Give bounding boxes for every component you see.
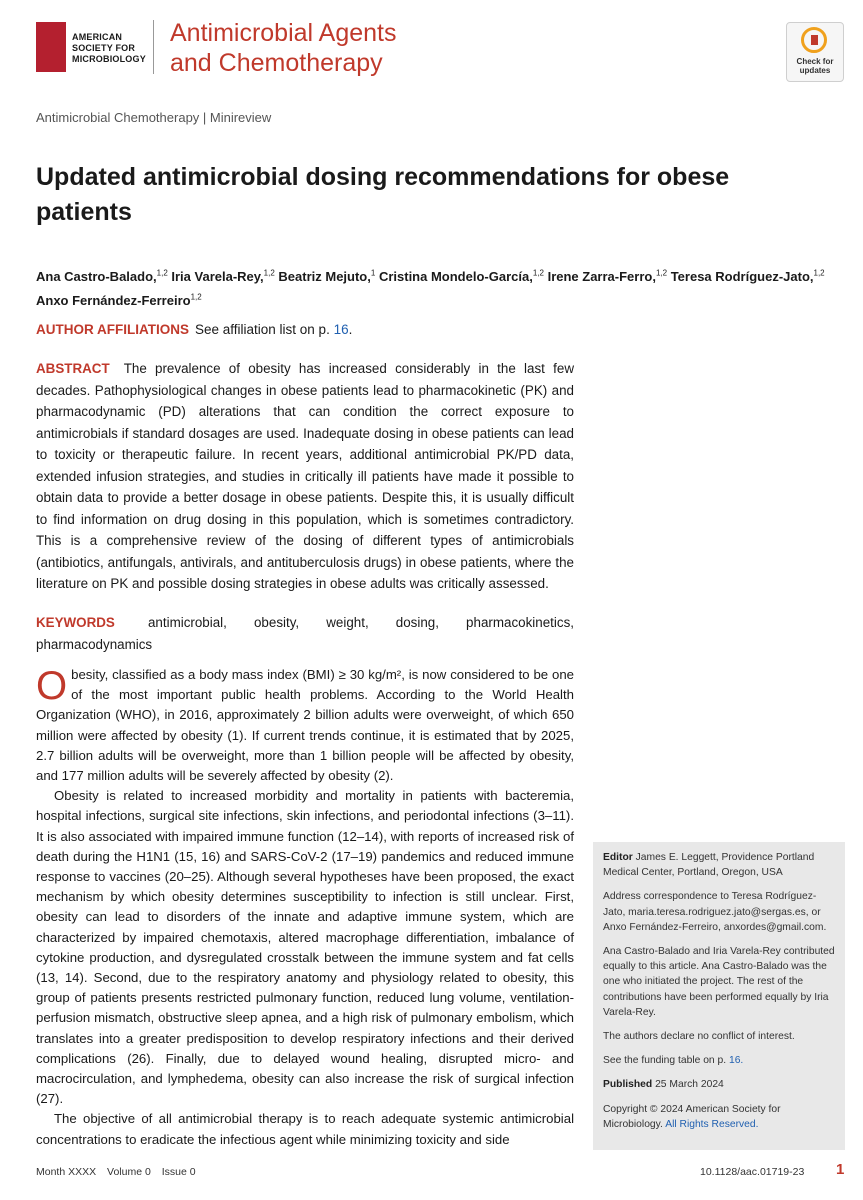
author[interactable]: Iria Varela-Rey,$^{1,2}$: [171, 269, 275, 285]
check-for-updates-button[interactable]: Check for updates: [786, 22, 844, 82]
author-list: [36, 264, 836, 311]
article-body: [36, 665, 574, 1150]
header-divider: [153, 20, 154, 74]
paragraph: The objective of all antimicrobial therapy is to reach adequate systemic antimicrobial concentrations to eradicate the infectious agent while minimizing toxicity and side: [36, 1111, 574, 1147]
publisher-name: AMERICAN SOCIETY FOR MICROBIOLOGY: [72, 32, 146, 64]
asm-logo-mark: [36, 22, 66, 72]
keywords-label: KEYWORDS: [36, 615, 115, 630]
contribution-note: Ana Castro-Balado and Iria Varela-Rey contributed equally to this article. Ana Castro-Balado was the one who initiated the project. The rest of the contributions have been performed equally by Iria Varela-Rey.: [603, 946, 835, 1018]
abstract: [36, 358, 574, 595]
abstract-text: The prevalence of obesity has increased considerably in the last few decades. Pathophysiological changes in obese patients lead to pharmacokinetic (PK) and pharmacodynamic (PD) alterations that can condition the correct exposure to antimicrobials if standard dosages are used. Inadequate dosing in obese patients can lead to toxicity or therapeutic failure. In recent years, additional antimicrobial PK/PD data, extended infusion strategies, and studies in critically ill patients have made it possible to obtain data to provide a better dosage in obese patients. Despite this, it is usually difficult to find information on drug dosing in this population, which is sometimes contradictory. This is a comprehensive review of the dosing of different types of antimicrobials (antibiotics, antifungals, antivirals, and antituberculosis drugs) in obese patients, where the literature on PK and possible dosing strategies in obese adults was critically assessed.: [36, 361, 574, 591]
footer-doi[interactable]: 10.1128/aac.01719-23: [700, 1166, 805, 1178]
paragraph: Obesity is related to increased morbidity and mortality in patients with bacteremia, hospital infections, surgical site infections, skin infections, and periodontal infections (3–11). It is also associated with impaired immune function (12–14), with reports of increased risk of death during the H1N1 (15, 16) and SARS-CoV-2 (17–19) pandemics and reduced immune response to vaccines (20–25). Although several hypotheses have been proposed, the exact mechanism by which obesity determines susceptibility to infection is still unclear. First, obesity can lead to disorders of the innate and adaptive immune system, which are characterized by impaired chemotaxis, altered macrophage differentiation, imbalance of cytokine production, and dysregulated crosstalk between the immune system and fat cells (13, 14). Second, due to the respiratory anatomy and physiology related to obesity, this group of patients presents restricted pulmonary function, reduced lung volume, ventilation-perfusion mismatch, obstructive sleep apnea, and a high risk of pulmonary embolism, which translates into a greater predisposition to develop respiratory infections and their derived complications (26). Finally, due to delayed wound healing, disrupted micro- and macrocirculation, and lymphedema, obesity can also increase the risk of surgical infection (27).: [36, 788, 574, 1107]
correspondence: Address correspondence to Teresa Rodríguez-Jato, maria.teresa.rodriguez.jato@sergas.es, or Anxo Fernández-Ferreiro, anxordes@gmail.com.: [603, 891, 827, 933]
paragraph: Obesity, classified as a body mass index (BMI) ≥ 30 kg/m², is now considered to be one of the most important public health problems. According to the World Health Organization (WHO), in 2016, approximately 2 billion adults were overweight, of which 650 million were affected by obesity (1). If current trends continue, it is estimated that by 2025, 2.7 billion adults will be overweight, more than 1 billion people will be affected by obesity, and 177 million adults will be severely affected by obesity (2).: [36, 664, 574, 784]
check-updates-icon: [801, 27, 827, 53]
article-title: Updated antimicrobial dosing recommendations for obese patients: [36, 163, 730, 226]
funding-note: See the funding table on p. 16.: [603, 1055, 744, 1067]
footer-issue-info: Month XXXX Volume 0 Issue 0: [36, 1166, 196, 1178]
drop-cap: O: [36, 664, 68, 708]
published-date: Published 25 March 2024: [603, 1079, 724, 1091]
editor-info: Editor James E. Leggett, Providence Portland Medical Center, Portland, Oregon, USA: [603, 852, 815, 879]
affiliations-page-link[interactable]: 16: [333, 322, 349, 337]
funding-page-link[interactable]: 16.: [728, 1055, 744, 1067]
journal-name: Antimicrobial Agents and Chemotherapy: [170, 19, 397, 77]
article-info-sidebar: [593, 842, 845, 1150]
keywords-text: antimicrobial, obesity, weight, dosing, pharmacokinetics, pharmacodynamics: [36, 615, 574, 652]
asm-logo: [36, 20, 156, 76]
abstract-label: ABSTRACT: [36, 361, 110, 376]
conflict-statement: The authors declare no conflict of interest.: [603, 1031, 795, 1043]
article-section: Antimicrobial Chemotherapy | Minireview: [36, 110, 272, 125]
author[interactable]: Ana Castro-Balado,$^{1,2}$: [36, 269, 168, 285]
author-affiliations: AUTHOR AFFILIATIONS See affiliation list on p. 16.: [36, 322, 353, 337]
rights-link[interactable]: All Rights Reserved.: [665, 1118, 759, 1130]
page-number: 1: [836, 1161, 845, 1178]
affiliations-label: AUTHOR AFFILIATIONS: [36, 322, 189, 337]
author[interactable]: Cristina Mondelo-García,$^{1,2}$: [378, 269, 544, 285]
author[interactable]: Irene Zarra-Ferro,$^{1,2}$: [547, 269, 668, 285]
keywords: [36, 612, 574, 655]
copyright: Copyright © 2024 American Society for Microbiology. All Rights Reserved.: [603, 1103, 781, 1130]
author[interactable]: Beatriz Mejuto,$^1$: [278, 269, 376, 285]
author[interactable]: Anxo Fernández-Ferreiro$^{1,2}$: [36, 292, 202, 308]
author[interactable]: Teresa Rodríguez-Jato,$^{1,2}$: [670, 269, 825, 285]
